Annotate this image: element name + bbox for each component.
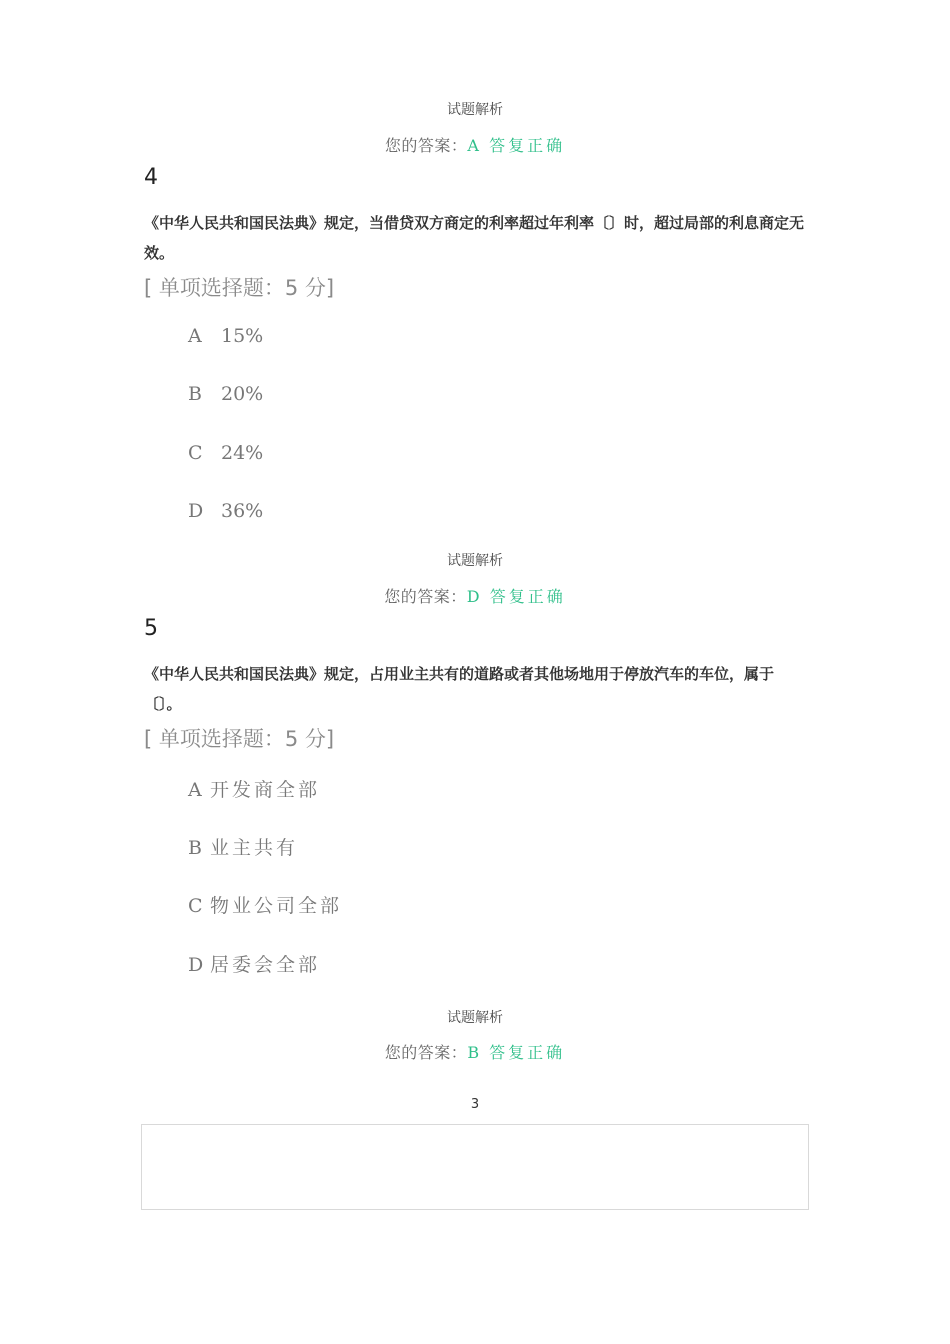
option-letter: C bbox=[188, 442, 203, 464]
answer-value: D bbox=[466, 587, 481, 606]
answer-status: 答复正确 bbox=[489, 587, 566, 606]
answer-label: 您的答案： bbox=[384, 136, 468, 155]
analysis-title: 试题解析 bbox=[447, 553, 503, 569]
answer-value: A bbox=[467, 136, 480, 155]
page-number: 3 bbox=[470, 1097, 480, 1112]
option-text: 居委会全部 bbox=[210, 954, 321, 976]
analysis-title: 试题解析 bbox=[447, 102, 503, 118]
question-number: 4 bbox=[144, 165, 158, 190]
question-text: 《中华人民共和国民法典》规定，占用业主共有的道路或者其他场地用于停放汽车的车位，属于〔〕。 bbox=[144, 665, 775, 713]
question-type: [ 单项选择题：5 分] bbox=[144, 727, 335, 751]
analysis-title: 试题解析 bbox=[447, 1010, 503, 1026]
option-letter: D bbox=[188, 500, 204, 522]
option-letter: A bbox=[188, 325, 202, 347]
option-a[interactable] bbox=[188, 325, 263, 347]
option-text: 36% bbox=[221, 500, 264, 522]
option-d[interactable] bbox=[188, 950, 320, 977]
question-type: [ 单项选择题：5 分] bbox=[144, 276, 335, 300]
option-c[interactable] bbox=[188, 442, 263, 464]
option-text: 20% bbox=[221, 383, 264, 405]
footer-box bbox=[141, 1124, 809, 1210]
question-text: 《中华人民共和国民法典》规定，当借贷双方商定的利率超过年利率〔〕时，超过局部的利息商定无效。 bbox=[144, 214, 805, 262]
option-text: 开发商全部 bbox=[210, 779, 321, 801]
answer-value: B bbox=[467, 1043, 480, 1062]
answer-line bbox=[0, 133, 950, 156]
option-text: 物业公司全部 bbox=[210, 895, 343, 917]
option-text: 业主共有 bbox=[210, 837, 299, 859]
answer-status: 答复正确 bbox=[489, 136, 566, 155]
option-c[interactable] bbox=[188, 891, 342, 918]
answer-label: 您的答案： bbox=[384, 587, 467, 606]
answer-status: 答复正确 bbox=[489, 1043, 566, 1062]
option-letter: B bbox=[188, 837, 202, 859]
answer-label: 您的答案： bbox=[384, 1043, 468, 1062]
option-d[interactable] bbox=[188, 500, 263, 522]
option-letter: D bbox=[188, 954, 204, 976]
option-text: 24% bbox=[221, 442, 264, 464]
question-number: 5 bbox=[144, 616, 158, 641]
option-letter: C bbox=[188, 895, 203, 917]
option-b[interactable] bbox=[188, 833, 298, 860]
option-text: 15% bbox=[221, 325, 264, 347]
answer-line bbox=[0, 584, 950, 607]
option-letter: B bbox=[188, 383, 202, 405]
answer-line bbox=[0, 1040, 950, 1063]
option-a[interactable] bbox=[188, 775, 320, 802]
option-letter: A bbox=[188, 779, 202, 801]
option-b[interactable] bbox=[188, 383, 263, 405]
